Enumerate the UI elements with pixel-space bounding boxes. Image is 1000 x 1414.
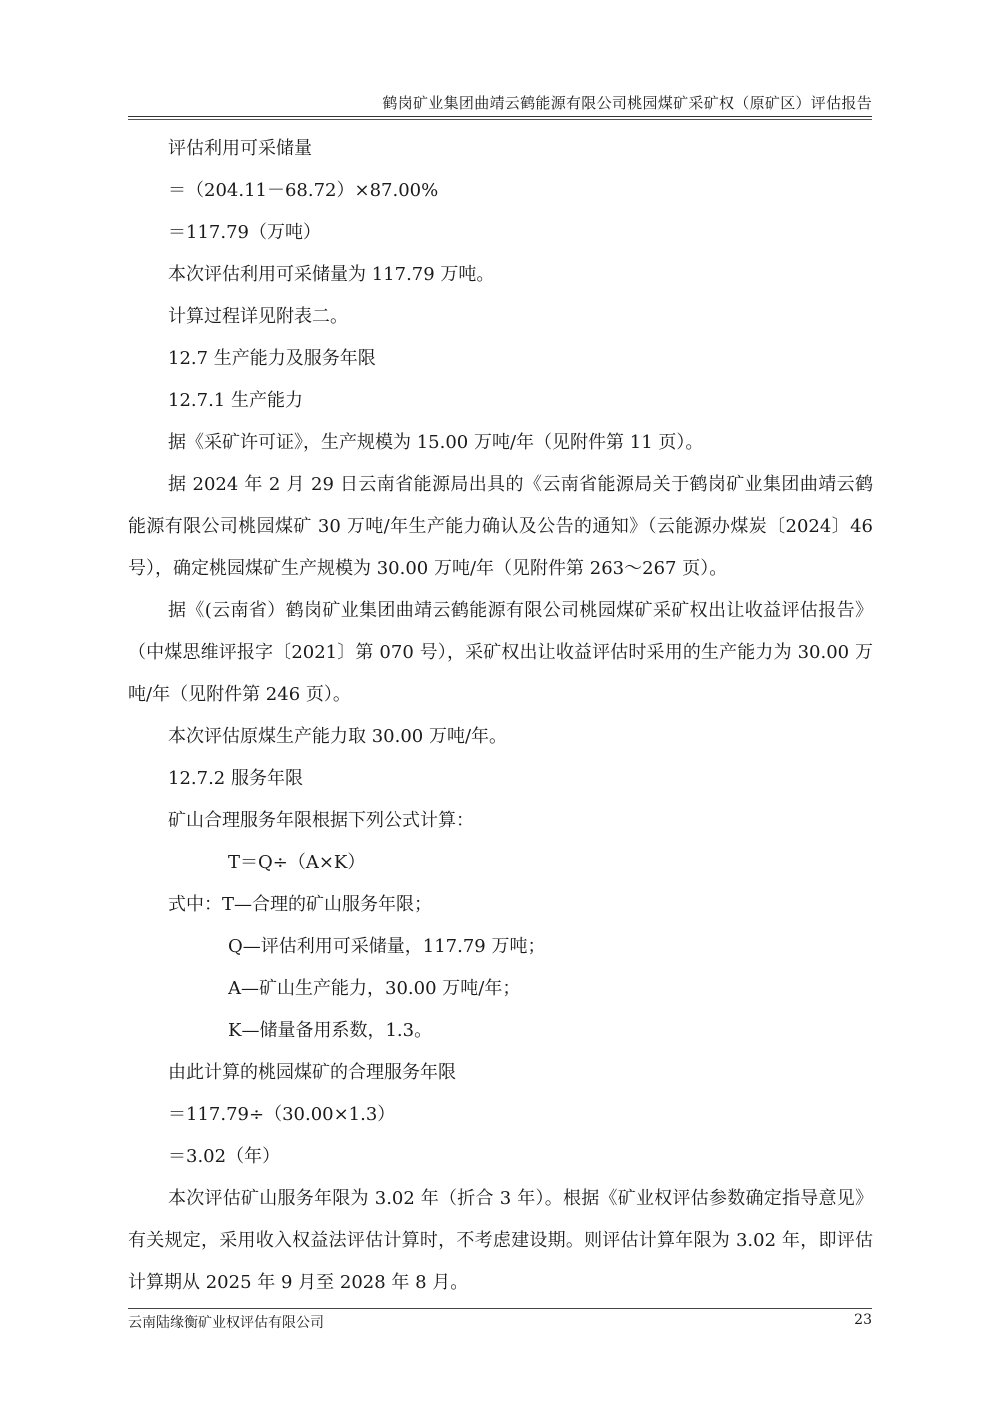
reserve-appendix-note: 计算过程详见附表二。 [168, 306, 348, 327]
footer-rule [128, 1308, 872, 1309]
section-heading-12-7-2: 12.7.2 服务年限 [168, 768, 303, 789]
formula-legend-t: 式中：T—合理的矿山服务年限； [168, 894, 433, 915]
header-rule-thick [128, 116, 872, 117]
formula-legend-k: K—储量备用系数，1.3。 [228, 1020, 433, 1041]
page-header: 鹤岗矿业集团曲靖云鹤能源有限公司桃园煤矿采矿权（原矿区）评估报告 [382, 94, 872, 112]
document-body [128, 128, 873, 1304]
service-life-formula: T＝Q÷（A×K） [228, 852, 366, 873]
footer-company: 云南陆缘衡矿业权评估有限公司 [128, 1315, 324, 1331]
paragraph-prior-report: 据《(云南省）鹤岗矿业集团曲靖云鹤能源有限公司桃园煤矿采矿权出让收益评估报告》（中煤思维评报字〔2021〕第 070 号），采矿权出让收益评估时采用的生产能力为 30.00 万吨/年（见附件第 246 页）。 [128, 600, 873, 705]
reserve-formula-result: ＝117.79（万吨） [168, 222, 321, 243]
section-heading-12-7: 12.7 生产能力及服务年限 [168, 348, 376, 369]
service-life-calc-step: ＝117.79÷（30.00×1.3） [168, 1104, 396, 1125]
reserve-formula-step1: ＝（204.11－68.72）×87.00% [168, 180, 439, 201]
service-life-calc-label: 由此计算的桃园煤矿的合理服务年限 [168, 1062, 456, 1083]
formula-legend-q: Q—评估利用可采储量，117.79 万吨； [228, 936, 546, 957]
header-rule-thin [128, 119, 872, 120]
reserve-formula-label: 评估利用可采储量 [168, 138, 312, 159]
paragraph-energy-bureau: 据 2024 年 2 月 29 日云南省能源局出具的《云南省能源局关于鹤岗矿业集团曲靖云鹤能源有限公司桃园煤矿 30 万吨/年生产能力确认及公告的通知》（云能源办煤炭〔2024〕46 号），确定桃园煤矿生产规模为 30.00 万吨/年（见附件第 263～267 页）。 [128, 474, 873, 579]
reserve-conclusion: 本次评估利用可采储量为 117.79 万吨。 [168, 264, 495, 285]
service-life-intro: 矿山合理服务年限根据下列公式计算： [168, 810, 474, 831]
permit-capacity: 据《采矿许可证》，生产规模为 15.00 万吨/年（见附件第 11 页）。 [168, 432, 704, 453]
formula-legend-a: A—矿山生产能力，30.00 万吨/年； [228, 978, 521, 999]
service-life-calc-result: ＝3.02（年） [168, 1146, 281, 1167]
page-number: 23 [854, 1312, 872, 1328]
paragraph-service-life-conclusion: 本次评估矿山服务年限为 3.02 年（折合 3 年）。根据《矿业权评估参数确定指导意见》有关规定，采用收入权益法评估计算时，不考虑建设期。则评估计算年限为 3.02 年，即评估计算期从 2025 年 9 月至 2028 年 8 月。 [128, 1188, 873, 1293]
section-heading-12-7-1: 12.7.1 生产能力 [168, 390, 303, 411]
capacity-conclusion: 本次评估原煤生产能力取 30.00 万吨/年。 [168, 726, 508, 747]
